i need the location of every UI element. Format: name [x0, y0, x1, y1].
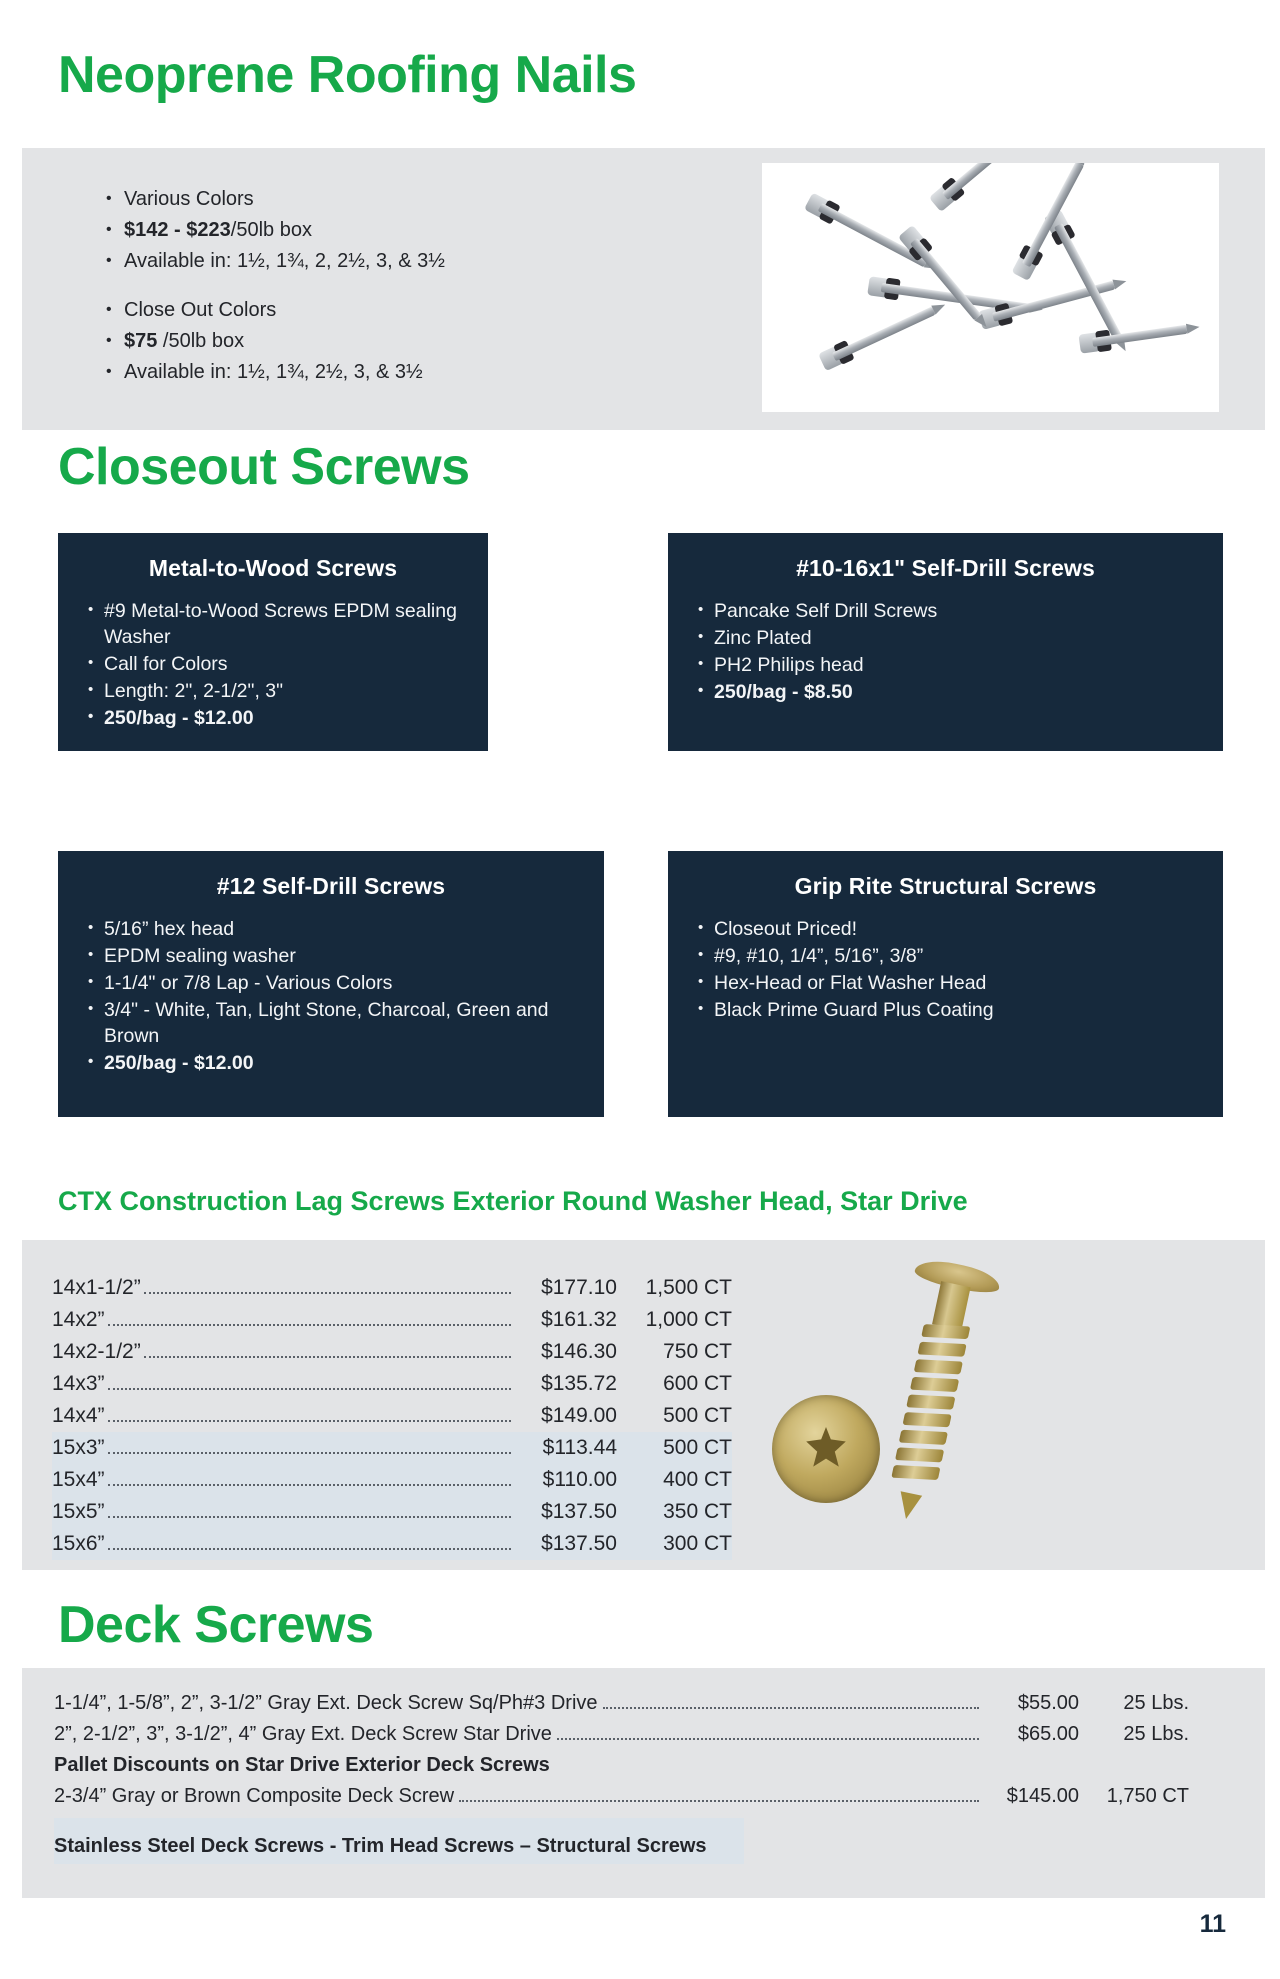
ctx-count: 500 CT — [663, 1436, 732, 1459]
list-item-price: • 250/bag - $12.00 — [88, 1050, 578, 1076]
neoprene-bullet-list — [102, 184, 722, 388]
deck-price-table — [54, 1688, 1189, 1812]
card-12-self-drill-screws — [58, 851, 604, 1117]
list-item: • 5/16” hex head — [88, 916, 578, 942]
list-item: • EPDM sealing washer — [88, 943, 578, 969]
section-heading-ctx: CTX Construction Lag Screws Exterior Round Washer Head, Star Drive — [58, 1186, 968, 1216]
ctx-size: 14x2” — [52, 1308, 105, 1331]
list-item: • Hex-Head or Flat Washer Head — [698, 970, 1197, 996]
ctx-count: 750 CT — [663, 1340, 732, 1363]
ctx-count: 600 CT — [663, 1372, 732, 1395]
table-row — [52, 1368, 732, 1400]
list-item: • PH2 Philips head — [698, 652, 1197, 678]
page-title-closeout: Closeout Screws — [58, 438, 470, 496]
card-10-16x1-self-drill-screws — [668, 533, 1223, 751]
lag-screw-photo — [762, 1250, 1222, 1550]
ctx-price: $161.32 — [541, 1308, 617, 1331]
table-row — [52, 1496, 732, 1528]
card-title: #12 Self-Drill Screws — [216, 873, 446, 899]
deck-price: $65.00 — [1017, 1723, 1079, 1745]
table-row — [52, 1464, 732, 1496]
list-item — [102, 215, 722, 246]
ctx-size: 15x4” — [52, 1468, 105, 1491]
page-title-deck: Deck Screws — [58, 1596, 374, 1654]
spacer — [102, 277, 722, 295]
list-item: • Length: 2", 2-1/2", 3" — [88, 678, 462, 704]
card-list — [668, 598, 1223, 705]
leader-dots — [108, 1316, 511, 1326]
list-item: • Pancake Self Drill Screws — [698, 598, 1197, 624]
list-item: • #9, #10, 1/4”, 5/16”, 3/8” — [698, 943, 1197, 969]
list-item: • Available in: 1½, 1¾, 2, 2½, 3, & 3½ — [102, 246, 722, 277]
leader-dots — [144, 1348, 511, 1358]
leader-dots — [557, 1730, 979, 1740]
table-row — [52, 1272, 732, 1304]
page-title-neoprene: Neoprene Roofing Nails — [58, 46, 637, 104]
deck-description: 2-3/4” Gray or Brown Composite Deck Screw — [54, 1785, 455, 1807]
deck-panel — [22, 1668, 1265, 1898]
list-item: • Various Colors — [102, 184, 722, 215]
card-title: #10-16x1" Self-Drill Screws — [796, 555, 1095, 581]
list-item: • Closeout Priced! — [698, 916, 1197, 942]
ctx-count: 350 CT — [663, 1500, 732, 1523]
deck-count: 25 Lbs. — [1123, 1723, 1189, 1745]
card-list — [668, 916, 1223, 1023]
leader-dots — [108, 1412, 511, 1422]
ctx-size: 14x4” — [52, 1404, 105, 1427]
lag-screw-illustration — [856, 1254, 1012, 1530]
ctx-count: 500 CT — [663, 1404, 732, 1427]
ctx-price: $137.50 — [541, 1532, 617, 1555]
ctx-count: 1,500 CT — [645, 1276, 732, 1299]
list-item — [102, 326, 722, 357]
table-row — [52, 1432, 732, 1464]
table-row — [54, 1688, 1189, 1719]
ctx-price: $113.44 — [542, 1436, 617, 1459]
deck-subheading: Pallet Discounts on Star Drive Exterior Deck Screws — [54, 1754, 550, 1776]
card-grip-rite-structural-screws — [668, 851, 1223, 1117]
table-row — [54, 1781, 1189, 1812]
ctx-size: 14x2-1/2” — [52, 1340, 141, 1363]
table-row — [52, 1336, 732, 1368]
price-unit: /50lb box — [230, 219, 312, 241]
leader-dots — [459, 1792, 979, 1802]
ctx-price: $146.30 — [541, 1340, 617, 1363]
list-item: • Black Prime Guard Plus Coating — [698, 997, 1197, 1023]
list-item: • 1-1/4" or 7/8 Lap - Various Colors — [88, 970, 578, 996]
neoprene-panel — [22, 148, 1265, 430]
table-row — [54, 1719, 1189, 1750]
deck-description: 2”, 2-1/2”, 3”, 3-1/2”, 4” Gray Ext. Deck Screw Star Drive — [54, 1723, 552, 1745]
deck-count: 25 Lbs. — [1123, 1692, 1189, 1714]
leader-dots — [108, 1380, 511, 1390]
roofing-nails-photo — [762, 163, 1219, 412]
ctx-size: 15x6” — [52, 1532, 105, 1555]
leader-dots — [108, 1444, 511, 1454]
price-value: $142 - $223 — [124, 219, 231, 241]
ctx-size: 15x5” — [52, 1500, 105, 1523]
list-item: • Zinc Plated — [698, 625, 1197, 651]
deck-price: $55.00 — [1017, 1692, 1079, 1714]
deck-footer-text: Stainless Steel Deck Screws - Trim Head Screws – Structural Screws — [54, 1835, 707, 1857]
leader-dots — [108, 1508, 511, 1518]
ctx-count: 400 CT — [663, 1468, 732, 1491]
ctx-count: 1,000 CT — [645, 1308, 732, 1331]
table-row — [52, 1400, 732, 1432]
table-row — [52, 1304, 732, 1336]
leader-dots — [144, 1284, 511, 1294]
ctx-price: $137.50 — [541, 1500, 617, 1523]
price-unit: /50lb box — [157, 330, 245, 352]
list-item: • #9 Metal-to-Wood Screws EPDM sealing Washer — [88, 598, 462, 650]
page-number: 11 — [1199, 1910, 1226, 1938]
list-item-price: • 250/bag - $8.50 — [698, 679, 1197, 705]
deck-description: 1-1/4”, 1-5/8”, 2”, 3-1/2” Gray Ext. Deck Screw Sq/Ph#3 Drive — [54, 1692, 598, 1714]
list-item: • Close Out Colors — [102, 295, 722, 326]
list-item: • 3/4" - White, Tan, Light Stone, Charcoal, Green and Brown — [88, 997, 578, 1049]
card-list — [58, 916, 604, 1076]
deck-price: $145.00 — [1006, 1785, 1079, 1807]
leader-dots — [108, 1476, 511, 1486]
ctx-size: 14x1-1/2” — [52, 1276, 141, 1299]
ctx-size: 15x3” — [52, 1436, 105, 1459]
ctx-price: $135.72 — [541, 1372, 617, 1395]
list-item: • Available in: 1½, 1¾, 2½, 3, & 3½ — [102, 357, 722, 388]
leader-dots — [108, 1540, 511, 1550]
ctx-price: $177.10 — [541, 1276, 617, 1299]
ctx-size: 14x3” — [52, 1372, 105, 1395]
deck-count: 1,750 CT — [1106, 1785, 1189, 1807]
ctx-panel — [22, 1240, 1265, 1570]
ctx-price: $110.00 — [542, 1468, 617, 1491]
card-title: Grip Rite Structural Screws — [794, 873, 1097, 899]
card-list — [58, 598, 488, 731]
list-item-price: • 250/bag - $12.00 — [88, 705, 462, 731]
table-row — [52, 1528, 732, 1560]
ctx-price: $149.00 — [541, 1404, 617, 1427]
star-drive-head-illustration — [772, 1395, 880, 1503]
leader-dots — [603, 1699, 979, 1709]
card-title: Metal-to-Wood Screws — [148, 555, 398, 581]
ctx-price-table — [52, 1272, 732, 1560]
ctx-count: 300 CT — [663, 1532, 732, 1555]
card-metal-to-wood-screws — [58, 533, 488, 751]
price-value: $75 — [124, 330, 158, 352]
list-item: • Call for Colors — [88, 651, 462, 677]
